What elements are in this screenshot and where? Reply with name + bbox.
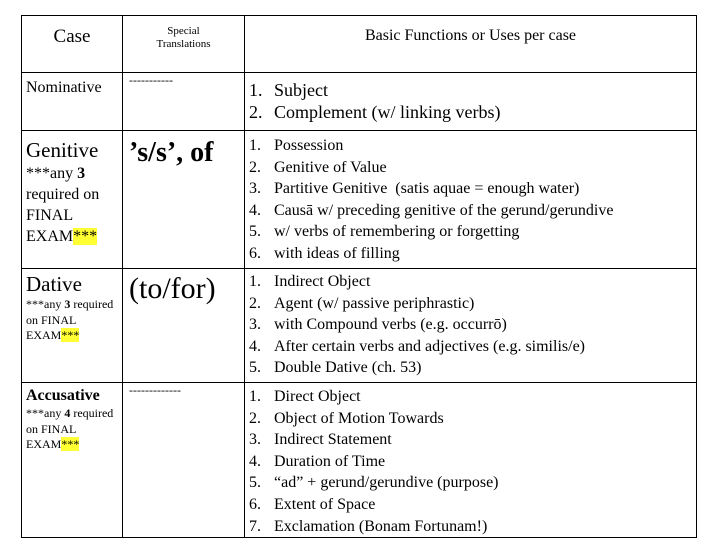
list-item: 2. Complement (w/ linking verbs) — [249, 102, 501, 122]
special-header-line2: Translations — [156, 38, 211, 50]
highlighted-asterisks: *** — [61, 437, 80, 451]
list-item: 3. Partitive Genitive (satis aquae = enough water) — [249, 180, 580, 197]
list-item: 1. Possession — [249, 137, 344, 154]
list-item: 1. Subject — [249, 80, 328, 100]
header-row — [22, 16, 697, 73]
list-item: 2. Genitive of Value — [249, 158, 387, 176]
case-name: Nominative — [26, 79, 102, 96]
exam-note: ***any 4 required on FINAL EXAM*** — [26, 406, 114, 451]
case-cell — [22, 383, 123, 538]
list-item: 2. Object of Motion Towards — [249, 409, 444, 427]
list-item: 5. Double Dative (ch. 53) — [249, 359, 422, 376]
functions-header: Basic Functions or Uses per case — [245, 16, 697, 73]
latin-cases-table — [21, 15, 697, 538]
list-item: 7. Exclamation (Bonam Fortunam!) — [249, 517, 488, 535]
list-item: 3. Indirect Statement — [249, 431, 392, 449]
translation-cell — [123, 383, 245, 538]
functions-cell — [245, 73, 697, 131]
case-header: Case — [22, 16, 123, 73]
case-cell — [22, 269, 123, 383]
case-name: Dative — [26, 272, 82, 296]
list-item: 4. Causā w/ preceding genitive of the gerund/gerundive — [249, 201, 614, 219]
exam-note: ***any 3 required on FINAL EXAM*** — [26, 297, 114, 342]
translation-cell — [123, 131, 245, 269]
list-item: 3. with Compound verbs (e.g. occurrō) — [249, 316, 507, 333]
list-item: 2. Agent (w/ passive periphrastic) — [249, 294, 475, 312]
table-row-accusative — [22, 383, 697, 538]
exam-note: ***any 3 required on FINAL EXAM*** — [26, 165, 100, 245]
table-row-genitive — [22, 131, 697, 269]
functions-cell — [245, 383, 697, 538]
list-item: 4. Duration of Time — [249, 452, 386, 470]
special-header-line1: Special — [167, 25, 200, 37]
table-row-dative — [22, 269, 697, 383]
special-translation: ------------- — [129, 383, 181, 397]
special-translation: ’s/s’, of — [129, 137, 214, 168]
functions-cell — [245, 269, 697, 383]
list-item: 4. After certain verbs and adjectives (e.g. similis/e) — [249, 337, 585, 355]
special-translation: ----------- — [129, 73, 173, 87]
list-item: 6. Extent of Space — [249, 495, 376, 513]
list-item: 6. with ideas of filling — [249, 244, 400, 262]
list-item: 5. w/ verbs of remembering or forgetting — [249, 223, 520, 240]
translation-cell — [123, 269, 245, 383]
functions-list — [245, 269, 696, 379]
functions-cell — [245, 131, 697, 269]
table-row-nominative — [22, 73, 697, 131]
list-item: 1. Direct Object — [249, 388, 361, 405]
case-cell — [22, 131, 123, 269]
case-cell — [22, 73, 123, 131]
translation-cell — [123, 73, 245, 131]
functions-list — [245, 73, 696, 123]
highlighted-asterisks: *** — [61, 328, 80, 342]
special-translations-header — [123, 16, 245, 73]
list-item: 1. Indirect Object — [249, 273, 371, 290]
highlighted-asterisks: *** — [73, 228, 98, 245]
functions-list — [245, 131, 696, 264]
functions-list — [245, 383, 696, 537]
case-name: Genitive — [26, 138, 99, 162]
case-name: Accusative — [26, 387, 100, 404]
special-translation: (to/for) — [129, 272, 216, 305]
list-item: 5. “ad” + gerund/gerundive (purpose) — [249, 474, 499, 492]
